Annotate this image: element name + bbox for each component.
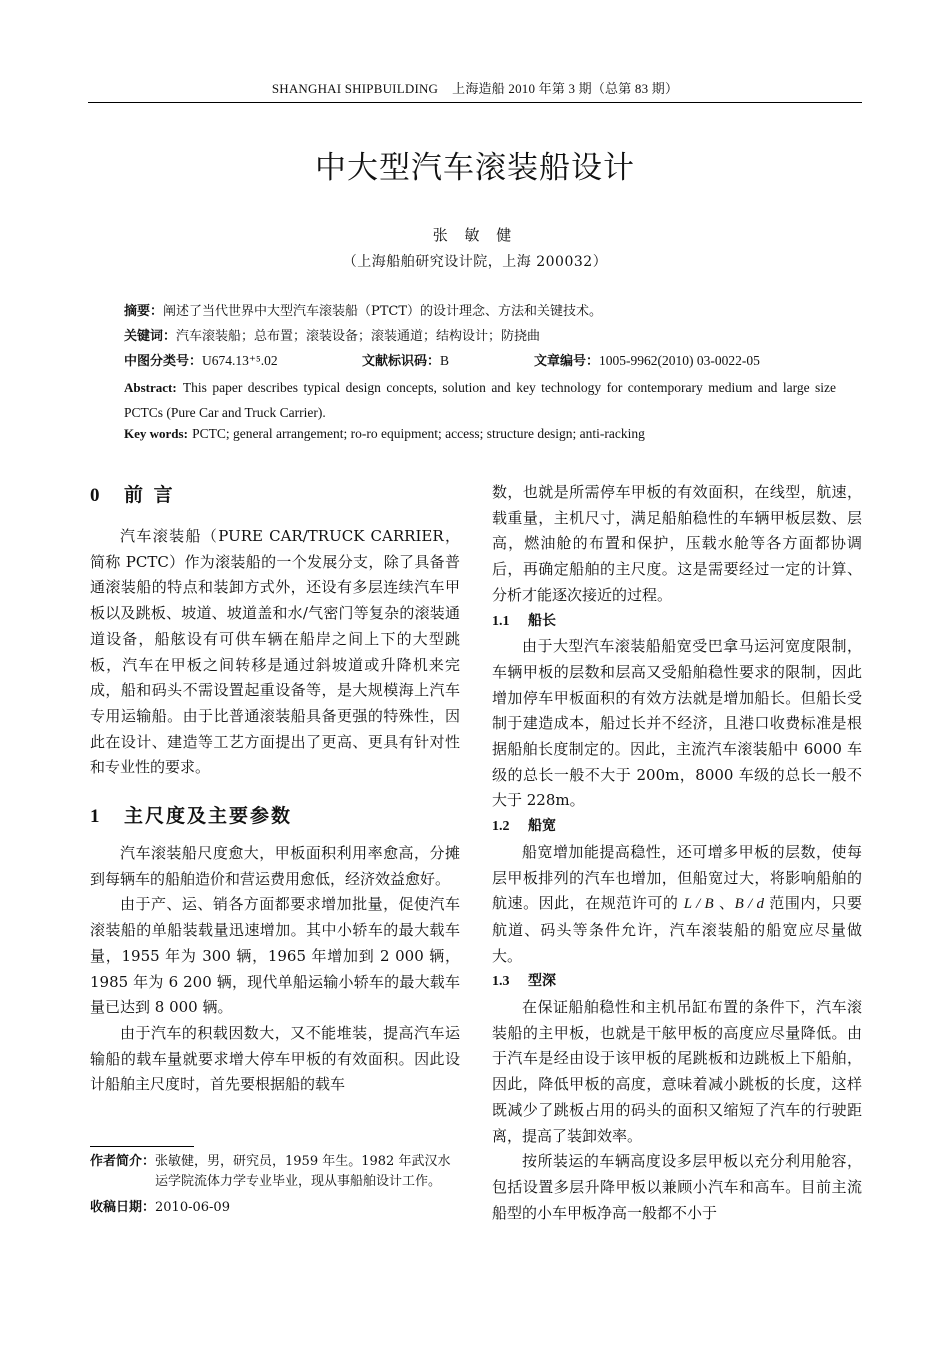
keywords-en-label: Key words: xyxy=(124,426,188,441)
section-number: 1 xyxy=(90,806,100,828)
section-title: 前 言 xyxy=(124,484,175,506)
paragraph: 汽车滚装船（PURE CAR/TRUCK CARRIER，简称 PCTC）作为滚装船的一个发展分支，除了具备普通滚装船的特点和装卸方式外，还设有多层连续汽车甲板以及跳板、坡道、坡道盖和水/气密门等复杂的滚装通道设备，船舷设有可供车辆在船岸之间上下的大型跳板，汽车在甲板之间转移是通过斜坡道或升降机来完成，船和码头不需设置起重设备等，是大规模海上汽车专用运输船。由于比普通滚装船具备更强的特殊性，因此在设计、建造等工艺方面提出了更高、更具有针对性和专业性的要求。 xyxy=(90,527,460,777)
paragraph: 汽车滚装船尺度愈大，甲板面积利用率愈高，分摊到每辆车的船舶造价和营运费用愈低，经济效益愈好。 xyxy=(90,844,460,888)
ratio-b-d: B / d xyxy=(734,896,764,913)
subsection-heading-1-1 xyxy=(492,609,862,635)
paragraph: 由于产、运、销各方面都要求增加批量，促使汽车滚装船的单船装载量迅速增加。其中小轿车的最大载车量，1955 年为 300 辆，1965 年增加到 2 000 辆，1985 年为 6 200 辆，现代单船运输小轿车的最大载车量已达到 8 000 辆。 xyxy=(90,895,460,1017)
left-column xyxy=(90,480,460,1098)
abstract-cn-label: 摘要： xyxy=(124,304,164,319)
paragraph-text: 范围内，只要航道、码头等条件允许，汽车滚装船的船宽应尽量做大。 xyxy=(492,894,862,965)
footnote-rule xyxy=(90,1146,194,1147)
subsection-number: 1.1 xyxy=(492,613,510,629)
article-number-label: 文章编号： xyxy=(534,354,600,369)
abstract-en-text: This paper describes typical design concepts, solution and key technology for contemporary medium and large size PCTCs (Pure Car and Truck Carrier). xyxy=(124,380,836,420)
subsection-title: 型深 xyxy=(528,973,556,990)
received-date xyxy=(90,1198,460,1218)
footnote xyxy=(90,1152,460,1218)
author-name: 张 敏 健 xyxy=(432,226,518,244)
header-rule xyxy=(88,102,862,103)
subsection-title: 船宽 xyxy=(528,818,556,835)
paragraph: 由于汽车的积载因数大，又不能堆装，提高汽车运输船的载车量就要求增大停车甲板的有效面积。因此设计船舶主尺度时，首先要根据船的载车 xyxy=(90,1023,460,1094)
received-date-value: 2010-06-09 xyxy=(155,1200,230,1215)
doc-code-label: 文献标识码： xyxy=(362,354,441,369)
right-column xyxy=(492,480,862,1226)
section-heading-0 xyxy=(90,480,460,510)
abstract-en-label: Abstract: xyxy=(124,380,177,395)
clc-value: U674.13⁺⁵.02 xyxy=(202,353,278,368)
author-affiliation: （上海船舶研究设计院，上海 200032） xyxy=(342,254,608,270)
ratio-separator: 、 xyxy=(713,894,735,913)
keywords-en xyxy=(124,424,836,445)
running-header xyxy=(88,78,862,97)
paragraph xyxy=(492,840,862,970)
classification-row xyxy=(124,351,836,372)
subsection-number: 1.3 xyxy=(492,974,510,990)
keywords-cn-text: 汽车滚装船；总布置；滚装设备；滚装通道；结构设计；防挠曲 xyxy=(176,329,541,344)
section-heading-1 xyxy=(90,801,460,831)
paragraph-continued: 数，也就是所需停车甲板的有效面积，在线型，航速，载重量，主机尺寸，满足船舶稳性的车辆甲板层数、层高，燃油舱的布置和保护，压载水舱等各方面都协调后，再确定船舶的主尺度。这是需要经过一定的计算、分析才能逐次接近的过程。 xyxy=(492,483,862,604)
author-bio-label: 作者简介： xyxy=(90,1154,156,1169)
abstract-cn-text: 阐述了当代世界中大型汽车滚装船（PTCT）的设计理念、方法和关键技术。 xyxy=(163,304,603,319)
abstract-en xyxy=(124,376,836,426)
subsection-title: 船长 xyxy=(528,612,556,629)
received-date-label: 收稿日期： xyxy=(90,1200,156,1215)
article-number-value: 1005-9962(2010) 03-0022-05 xyxy=(599,353,760,368)
paper-title: 中大型汽车滚装船设计 xyxy=(315,150,635,186)
subsection-number: 1.2 xyxy=(492,819,510,835)
subsection-heading-1-3 xyxy=(492,969,862,995)
keywords-cn xyxy=(124,327,836,347)
paragraph: 在保证船舶稳性和主机吊缸布置的条件下，汽车滚装船的主甲板，也就是干舷甲板的高度应尽量降低。由于汽车是经由设于该甲板的尾跳板和边跳板上下船舶，因此，降低甲板的高度，意味着减小跳板的长度，这样既减少了跳板占用的码头的面积又缩短了汽车的行驶距离，提高了装卸效率。 xyxy=(492,998,862,1145)
abstract-cn xyxy=(124,302,836,322)
doc-code-value: B xyxy=(440,353,450,368)
paragraph: 按所装运的车辆高度设多层甲板以充分利用舱容，包括设置多层升降甲板以兼顾小汽车和高车。目前主流船型的小车甲板净高一般都不小于 xyxy=(492,1152,862,1222)
author-bio xyxy=(90,1152,460,1192)
clc-label: 中图分类号： xyxy=(124,354,203,369)
journal-name-en: SHANGHAI SHIPBUILDING xyxy=(271,81,439,96)
subsection-heading-1-2 xyxy=(492,814,862,840)
section-number: 0 xyxy=(90,485,100,506)
paragraph-text: 船宽增加能提高稳性，还可增多甲板的层数，使每层甲板排列的汽车也增加，但船宽过大，将影响船舶的航速。因此，在规范许可的 xyxy=(492,842,862,913)
author-bio-text: 张敏健，男，研究员，1959 年生。1982 年武汉水运学院流体力学专业毕业，现从事船舶设计工作。 xyxy=(155,1154,451,1189)
journal-issue-cn: 上海造船 2010 年第 3 期（总第 83 期） xyxy=(452,81,679,96)
paragraph: 由于大型汽车滚装船船宽受巴拿马运河宽度限制，车辆甲板的层数和层高又受船舶稳性要求的限制，因此增加停车甲板面积的有效方法就是增加船长。但船长受制于建造成本，船过长并不经济，且港口收费标准是根据船舶长度制定的。因此，主流汽车滚装船中 6000 车级的总长一般不大于 200m，8000 车级的总长一般不大于 228m。 xyxy=(492,637,862,810)
ratio-l-b: L / B xyxy=(683,896,714,913)
section-title: 主尺度及主要参数 xyxy=(124,805,293,828)
keywords-en-text: PCTC; general arrangement; ro-ro equipment; access; structure design; anti-racking xyxy=(192,426,645,441)
keywords-cn-label: 关键词： xyxy=(124,329,177,344)
